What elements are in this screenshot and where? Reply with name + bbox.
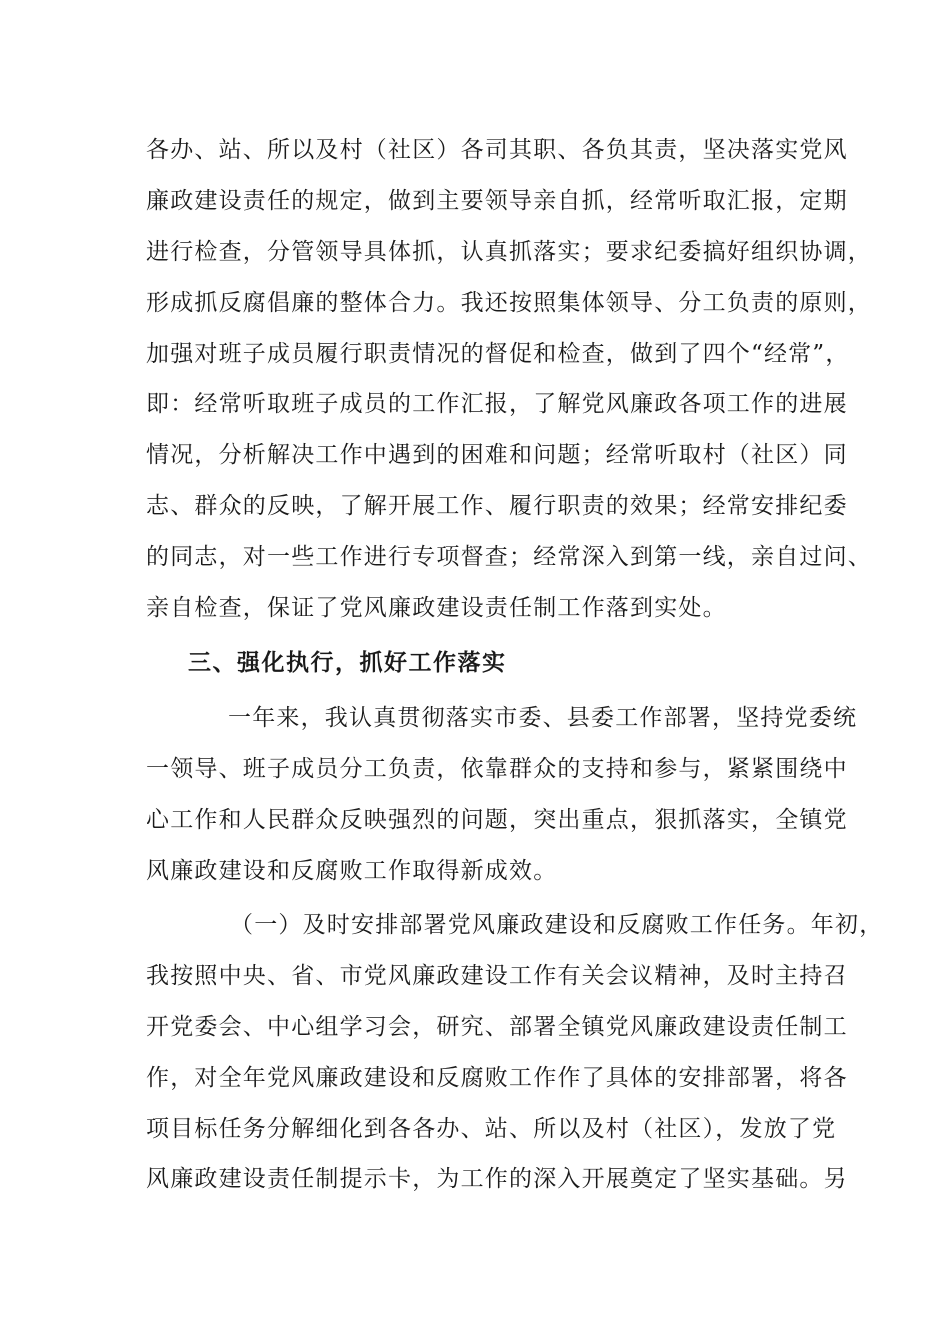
- paragraph-3-line-4: 作，对全年党风廉政建设和反腐败工作作了具体的安排部署，将各: [146, 1065, 848, 1091]
- paragraph-1-line-7: 情况，分析解决工作中遇到的困难和问题；经常听取村（社区）同: [146, 442, 848, 468]
- paragraph-2-line-2: 一领导、班子成员分工负责，依靠群众的支持和参与，紧紧围绕中: [146, 756, 848, 782]
- paragraph-1-line-4: 形成抓反腐倡廉的整体合力。我还按照集体领导、分工负责的原则，: [146, 290, 872, 316]
- paragraph-1-line-10: 亲自检查，保证了党风廉政建设责任制工作落到实处。: [146, 595, 727, 621]
- paragraph-1-line-1: 各办、站、所以及村（社区）各司其职、各负其责，坚决落实党风: [146, 137, 848, 163]
- paragraph-1-line-8: 志、群众的反映，了解开展工作、履行职责的效果；经常安排纪委: [146, 493, 848, 519]
- paragraph-1-line-2: 廉政建设责任的规定，做到主要领导亲自抓，经常听取汇报，定期: [146, 188, 848, 214]
- paragraph-1-line-3: 进行检查，分管领导具体抓，认真抓落实；要求纪委搞好组织协调，: [146, 239, 872, 265]
- paragraph-2-line-4: 风廉政建设和反腐败工作取得新成效。: [146, 858, 558, 884]
- section-heading: 三、强化执行，抓好工作落实: [188, 650, 507, 676]
- paragraph-2-line-1: 一年来，我认真贯彻落实市委、县委工作部署，坚持党委统: [228, 705, 858, 731]
- paragraph-1-line-6: 即：经常听取班子成员的工作汇报，了解党风廉政各项工作的进展: [146, 391, 848, 417]
- paragraph-1-line-5: 加强对班子成员履行职责情况的督促和检查，做到了四个“经常”，: [146, 341, 850, 367]
- paragraph-3-line-2: 我按照中央、省、市党风廉政建设工作有关会议精神，及时主持召: [146, 963, 848, 989]
- paragraph-3-line-3: 开党委会、中心组学习会，研究、部署全镇党风廉政建设责任制工: [146, 1014, 848, 1040]
- paragraph-2-line-3: 心工作和人民群众反映强烈的问题，突出重点，狠抓落实，全镇党: [146, 807, 848, 833]
- paragraph-3-line-5: 项目标任务分解细化到各各办、站、所以及村（社区），发放了党: [146, 1116, 837, 1142]
- paragraph-3-line-6: 风廉政建设责任制提示卡，为工作的深入开展奠定了坚实基础。另: [146, 1166, 848, 1192]
- paragraph-3-line-1: （一）及时安排部署党风廉政建设和反腐败工作任务。年初，: [230, 912, 884, 938]
- paragraph-1-line-9: 的同志，对一些工作进行专项督查；经常深入到第一线，亲自过问、: [146, 544, 872, 570]
